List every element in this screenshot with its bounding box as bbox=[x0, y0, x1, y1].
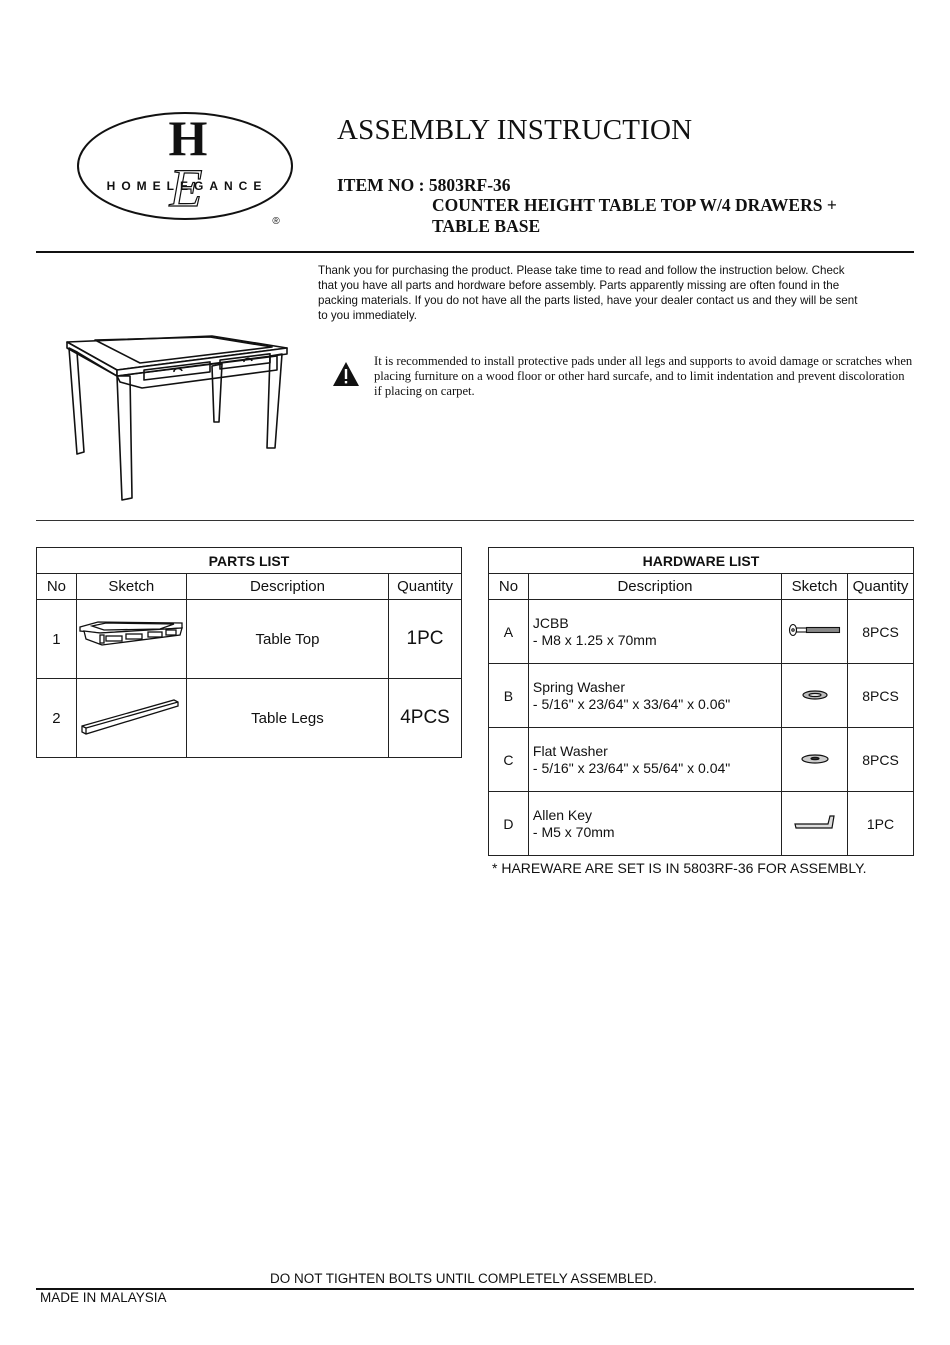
hardware-no: C bbox=[489, 728, 529, 792]
allen-key-icon bbox=[792, 813, 838, 831]
hardware-sketch bbox=[782, 792, 848, 856]
hardware-spec: - M8 x 1.25 x 70mm bbox=[532, 631, 657, 648]
part-no: 2 bbox=[37, 679, 77, 758]
col-header-sketch: Sketch bbox=[782, 574, 848, 600]
hardware-note: * HAREWARE ARE SET IS IN 5803RF-36 FOR ASSEMBLY. bbox=[492, 860, 867, 876]
col-header-no: No bbox=[37, 574, 77, 600]
hardware-no: B bbox=[489, 664, 529, 728]
intro-divider bbox=[36, 520, 914, 521]
svg-text:HOMELEGANCE: HOMELEGANCE bbox=[106, 179, 268, 193]
hardware-spec: - 5/16" x 23/64" x 55/64" x 0.04" bbox=[532, 759, 731, 776]
table-top-sketch-icon bbox=[78, 619, 184, 655]
part-no: 1 bbox=[37, 600, 77, 679]
hardware-quantity: 8PCS bbox=[848, 664, 914, 728]
parts-list-title: PARTS LIST bbox=[37, 548, 462, 574]
hardware-name: Allen Key bbox=[532, 806, 593, 823]
country-of-origin: MADE IN MALAYSIA bbox=[40, 1290, 167, 1305]
hardware-sketch bbox=[782, 664, 848, 728]
item-description-line-2: TABLE BASE bbox=[432, 215, 541, 236]
hardware-list-title: HARDWARE LIST bbox=[489, 548, 914, 574]
svg-text:®: ® bbox=[272, 216, 280, 227]
hardware-quantity: 8PCS bbox=[848, 728, 914, 792]
hardware-sketch bbox=[782, 600, 848, 664]
hardware-description bbox=[528, 792, 781, 856]
part-quantity: 4PCS bbox=[389, 679, 462, 758]
hardware-list-table bbox=[488, 547, 914, 856]
warning-triangle-icon bbox=[332, 360, 360, 393]
table-row bbox=[489, 792, 914, 856]
spring-washer-icon bbox=[800, 689, 830, 701]
footer-divider bbox=[36, 1288, 914, 1290]
col-header-quantity: Quantity bbox=[389, 574, 462, 600]
svg-text:H: H bbox=[168, 110, 208, 166]
table-row bbox=[489, 664, 914, 728]
page-title: ASSEMBLY INSTRUCTION bbox=[337, 114, 693, 146]
svg-text:E: E bbox=[169, 158, 203, 218]
hardware-name: JCBB bbox=[532, 614, 569, 631]
table-leg-sketch-icon bbox=[78, 696, 184, 736]
part-sketch bbox=[76, 600, 186, 679]
part-description: Table Top bbox=[186, 600, 388, 679]
intro-paragraph: Thank you for purchasing the product. Please take time to read and follow the instruction below. Check that you have all parts and hordware before assembly. Parts apparently missing are often found in the packing materials. If you do not have all the parts listed, have your dealer contact us and they will be sent to you immediately. bbox=[318, 264, 858, 322]
table-row bbox=[37, 679, 462, 758]
hardware-spec: - M5 x 70mm bbox=[532, 823, 615, 840]
col-header-quantity: Quantity bbox=[848, 574, 914, 600]
col-header-description: Description bbox=[528, 574, 781, 600]
hardware-description bbox=[528, 728, 781, 792]
table-row bbox=[489, 728, 914, 792]
hardware-description bbox=[528, 600, 781, 664]
col-header-description: Description bbox=[186, 574, 388, 600]
bolt-icon bbox=[788, 623, 842, 637]
hardware-no: A bbox=[489, 600, 529, 664]
hardware-sketch bbox=[782, 728, 848, 792]
col-header-sketch: Sketch bbox=[76, 574, 186, 600]
item-description bbox=[432, 195, 837, 236]
warning-text: It is recommended to install protective pads under all legs and supports to avoid damage or scratches when placing furniture on a wood floor or other hard surcafe, and to limit indentation and prevent discoloration if placing on carpet. bbox=[374, 354, 913, 398]
table-row bbox=[37, 600, 462, 679]
hardware-spec: - 5/16" x 23/64" x 33/64" x 0.06" bbox=[532, 695, 731, 712]
hardware-no: D bbox=[489, 792, 529, 856]
part-quantity: 1PC bbox=[389, 600, 462, 679]
part-sketch bbox=[76, 679, 186, 758]
item-description-line-1: COUNTER HEIGHT TABLE TOP W/4 DRAWERS + bbox=[432, 195, 837, 215]
table-illustration-icon bbox=[62, 330, 292, 502]
brand-logo bbox=[76, 108, 296, 228]
col-header-no: No bbox=[489, 574, 529, 600]
part-description: Table Legs bbox=[186, 679, 388, 758]
logo-oval-icon bbox=[76, 108, 296, 228]
hardware-description bbox=[528, 664, 781, 728]
table-row bbox=[489, 600, 914, 664]
product-illustration bbox=[62, 330, 292, 502]
hardware-quantity: 1PC bbox=[848, 792, 914, 856]
flat-washer-icon bbox=[799, 753, 831, 765]
header-divider bbox=[36, 251, 914, 253]
hardware-name: Spring Washer bbox=[532, 678, 625, 695]
parts-list-table bbox=[36, 547, 462, 758]
footer-warning: DO NOT TIGHTEN BOLTS UNTIL COMPLETELY ASSEMBLED. bbox=[270, 1271, 657, 1286]
hardware-quantity: 8PCS bbox=[848, 600, 914, 664]
hardware-name: Flat Washer bbox=[532, 742, 608, 759]
item-number: ITEM NO : 5803RF-36 bbox=[337, 175, 511, 195]
